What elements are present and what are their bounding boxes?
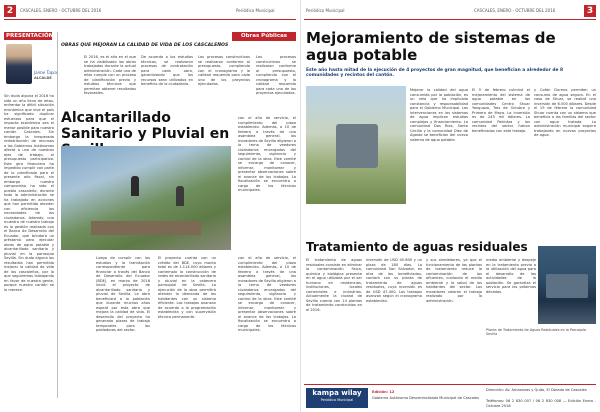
- obras-kicker: OBRAS QUE MEJORAN LA CALIDAD DE VIDA DE LOS CASCALEÑOS: [61, 43, 229, 48]
- worker-figure: [131, 176, 139, 196]
- logo-subtitle: Periódico Municipal: [320, 398, 354, 402]
- mayor-photo: [6, 44, 32, 84]
- obras-body-col1: Luego de cumplir con los estudios y la tramitación correspondiente para financiar a través del Banco de Desarrollo del Ecuador (BDE), en marzo de 2016 inició el proyecto de alcantarillado sanitario y pluvial de Sevilla. La obra beneficiará a la población que durante muchos años esperó por esta obra que mejora la calidad de vida. El desarrollo del proyecto ha generado plazas de trabajo temporales para los pobladores del sector.: [96, 256, 150, 332]
- mayor-role: ALCALDE: [34, 76, 52, 80]
- agua-col1: Mejorar la calidad del agua consumida por la población, es un reto que ha implicado constancia y responsabilidad para el Gobierno Municipal. Las intervenciones en los sistemas de agua implican estudios complejos y financiamiento. La comunidad Dos Ríos, Santa Cecilia y la comunidad Diez de Agosto se benefician del nuevo sistema de agua potable.: [410, 88, 468, 142]
- header-paper-left: Periódico Municipal: [236, 8, 275, 13]
- agua-deck: Este año hasta mitad de la ejecución de 4 proyectos de gran magnitud, que benefician a alrededor de 8 comunidades y recintos del cantón.: [306, 68, 564, 79]
- residuales-col2: inversión de USD 45.890 y un plazo de 180 días. La comunidad San Salvador, es otra de las beneficiadas, contará con su planta de tratamiento de aguas residuales, cuya inversión es de USD 47.400. Los trabajos avanzan según el cronograma establecido.: [366, 258, 422, 303]
- footer-col1: Gobierno Autónomo Descentralizado Municipal de Cascales: [372, 396, 480, 400]
- sewer-work-photo: [61, 146, 231, 250]
- obras-intro-col2: De acuerdo a los estudios técnicos, se realizaron procesos de contratación para cada obra, garantizando que los recursos sean utilizados en beneficio de la ciudadanía.: [141, 55, 193, 86]
- tank-structure: [336, 124, 378, 168]
- residuales-col1: El tratamiento de aguas residuales consiste en eliminar la contaminación física, química y biológica presente en el agua utilizada por el ser humano en residencias, instituciones, locales comerciales e industrias. Actualmente la ciudad de Sevilla cuenta con 14 plantas de tratamiento construidas en el 2016.: [306, 258, 362, 312]
- page-gutter: [300, 0, 301, 412]
- obras-body-col2: El proyecto cuenta con un crédito del BDE, cuyo monto total es de 1.114.000 dólares y contempla la construcción de redes de alcantarillado sanitario y pluvial en la cabecera parroquial de Sevilla. La ejecución de la obra permitirá atender la demanda de los habitantes con un sistema eficiente. Los trabajos avanzan de acuerdo a la programación establecida y con supervisión técnica permanente.: [158, 256, 216, 319]
- header-rule-left: [4, 19, 296, 20]
- header-paper-right: Periódico Municipal: [306, 8, 345, 13]
- presentacion-body: Sin duda alguna el 2016 ha sido un año lleno de retos, enfrentar la difícil situación económica que vive el país ha significado duplicar esfuerzos para que el impacto económico sea el menor posible para nuestro cantón Cascales. Sin embargo la inesperada redistribución de recursos a los Gobiernos Autónomos afectó a uno de nuestros ejes de trabajo, el presupuesto participativo. Este giro financiero ha impedido cumplir con parte de lo planificado para el presente año fiscal, sin embargo nuestro compromiso ha sido el pueblo cascaleño, durante todo la administración se ha trabajado en acciones que han permitido atender con eficiencia las necesidades de los ciudadanos. Además, una muestra de nuestro trabajo es la gestión realizada con el Banco de Desarrollo del Ecuador, que brindará un préstamo para ejecutar obras de agua potable y alcantarillado sanitario y pluvial en la parroquia Sevilla. Sin duda alguna los resultados han permitido mejorar la calidad de vida de los cascaleños, por lo que seguiremos trabajando en favor de nuestra gente, porque nuestro cantón se lo merece.: [4, 94, 54, 292]
- presentacion-title: PRESENTACIÓN: [6, 33, 54, 39]
- obras-headline: Alcantarillado Sanitario y Pluvial en: [61, 110, 230, 142]
- footer-col3: Teléfonos: 06 2 830 007 / 06 2 830 008 — Edición Enero - Octubre 2016: [486, 399, 596, 408]
- agua-headline: Mejoramiento de sistemas de agua potable: [306, 29, 556, 64]
- page-number-right: 3: [584, 5, 596, 17]
- logo-text: kampa wilay: [312, 389, 362, 397]
- treatment-plant-photo: [538, 246, 596, 324]
- obras-section-label: Obras Públicas: [232, 32, 296, 41]
- trench: [91, 221, 201, 235]
- header-date-right: CASCALES, ENERO - OCTUBRE DEL 2016: [474, 8, 556, 13]
- obras-intro-col3b: Los procesos constructivos se realizaron conforme al presupuesto, cumpliendo con el cronograma y la calidad requerida para cada uno de los proyectos ejecutados.: [256, 55, 296, 95]
- photo-caption-right: Planta de Tratamiento de Aguas Residuales en la Parroquia Sevilla: [486, 328, 586, 336]
- footer-col2: Dirección: Av. Amazonas y Quito, El Dorado de Cascales: [486, 388, 587, 392]
- plant-tank: [546, 274, 588, 298]
- agua-col3: y Cofán Dureno permiten un consumo de agua segura. En el caso de Shuar, se realizó una inversión de 6.500 dólares. Desde el 19 de febrero la comunidad Shuar cuenta con un sistema que beneficia a las familias del sector con agua tratada. La administración municipal seguirá trabajando en nuevos proyectos de agua.: [534, 88, 596, 137]
- footer-rule: [304, 384, 596, 385]
- obras-intro-col3: Los procesos constructivos se realizaron conforme al presupuesto, cumpliendo con el cronograma y la calidad requerida para cada uno de los proyectos ejecutados.: [198, 55, 250, 86]
- residuales-headline: Tratamiento de aguas residuales: [306, 240, 528, 254]
- header-date-left: CASCALES, ENERO - OCTUBRE DEL 2016: [20, 8, 102, 13]
- water-tank-photo: [306, 86, 406, 204]
- obras-intro-col1: El 2016, es el año en el que se ha visibilizado las obras trabajadas durante la actual administración. Cada una de ellas cumple con un proceso de planificación previo y estudios técnicos que permiten obtener resultados favorables.: [84, 55, 136, 95]
- worker-figure: [176, 186, 184, 206]
- mayor-signature: Jaime Tapia: [34, 70, 57, 75]
- page-number-left: 2: [4, 5, 16, 17]
- residuales-col3: y sus alrededores, ya que el funcionamiento de las plantas de tratamiento reduce la contaminación de los afluentes, cuidando el medio ambiente y la salud de los habitantes del sector. Los moradores valoran el trabajo realizado por la administración.: [426, 258, 482, 303]
- agua-col2: El 5 de febrero culminó el mejoramiento del sistema de agua potable en las comunidades Centro Shuar Yanguaza, Tres de Octubre y Primero de Mayo. La inversión es de 245 mil dólares. La comunidad Pakintza y los recintos del sector fueron beneficiados con este trabajo.: [472, 88, 530, 133]
- header-rule-right: [304, 19, 596, 20]
- column-divider: [57, 32, 58, 398]
- residuales-col4: medio ambiente y despeje en la tratamiento previo a la utilización del agua para el desarrollo de las actividades de la población. Se garantiza el servicio para las próximas décadas.: [486, 258, 536, 294]
- edition-label: Edición: 12: [372, 390, 395, 394]
- masthead-logo: [306, 388, 368, 408]
- obras-body-col3b: con el año de servicio, el cumplimiento del plazo establecido. Además, a 10 de febrero a través de una asamblea general, los moradores de Sevilla eligieron a la terna de veedores ciudadanos encargados del seguimiento, vigilancia y control de la obra. Este comité se encarga de conocer, informar, monitorear y presentar observaciones sobre el avance de los trabajos. La fiscalización se encuentra a cargo de los técnicos municipales.: [238, 256, 296, 332]
- obras-body-col3: con el año de servicio, el cumplimiento del plazo establecido. Además, a 10 de febrero a través de una asamblea general, los moradores de Sevilla eligieron a la terna de veedores ciudadanos encargados del seguimiento, vigilancia y control de la obra. Este comité se encarga de conocer, informar, monitorear y presentar observaciones sobre el avance de los trabajos. La fiscalización se encuentra a cargo de los técnicos municipales.: [238, 116, 296, 192]
